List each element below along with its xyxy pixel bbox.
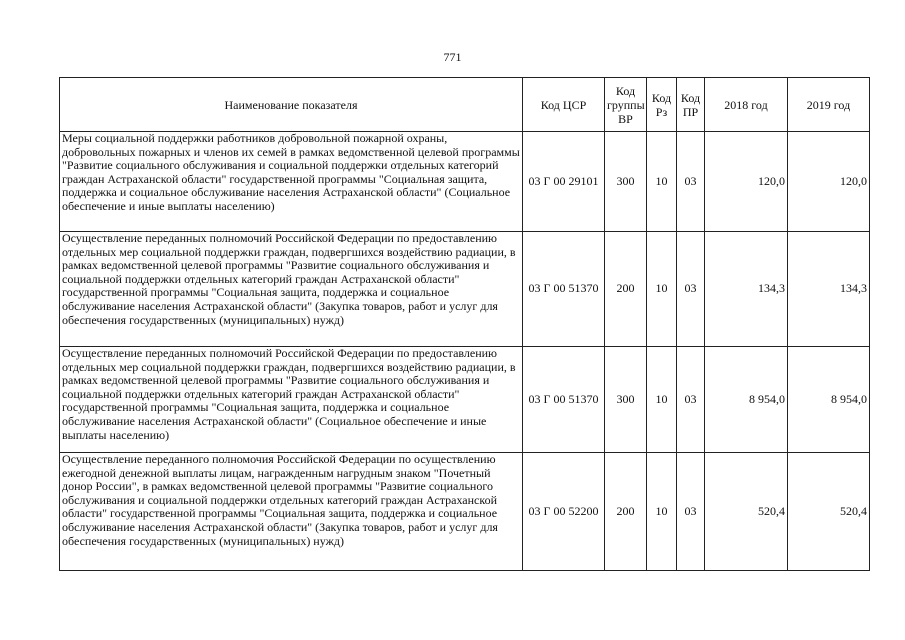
csr-code: 03 Г 00 29101 bbox=[523, 132, 605, 232]
header-csr-code: Код ЦСР bbox=[523, 78, 605, 132]
table-row bbox=[60, 453, 870, 571]
indicator-name: Осуществление переданного полномочия Российской Федерации по осуществлению ежегодной денежной выплаты лицам, награжденным нагрудным знаком "Почетный донор России", в рамках ведомственной целевой программы "Развитие социального обслуживания и социальной поддержки отдельных категорий граждан Астраханской области" государственной программы "Социальная защита, поддержка и социальное обслуживание населения Астраханской области" (Закупка товаров, работ и услуг для обеспечения государственных (муниципальных) нужд) bbox=[60, 453, 523, 571]
rz-code: 10 bbox=[647, 347, 677, 453]
amount-2019: 8 954,0 bbox=[788, 347, 870, 453]
indicator-name: Осуществление переданных полномочий Российской Федерации по предоставлению отдельных мер социальной поддержки граждан, подвергшихся воздействию радиации, в рамках ведомственной целевой программы "Развитие социального обслуживания и социальной поддержки отдельных категорий граждан Астраханской области" государственной программы "Социальная защита, поддержка и социальное обслуживание населения Астраханской области" (Закупка товаров, работ и услуг для обеспечения государственных (муниципальных) нужд) bbox=[60, 232, 523, 347]
header-vr-code: Код группы ВР bbox=[605, 78, 647, 132]
table-row bbox=[60, 232, 870, 347]
amount-2019: 134,3 bbox=[788, 232, 870, 347]
vr-code: 300 bbox=[605, 347, 647, 453]
pr-code: 03 bbox=[677, 347, 705, 453]
header-row bbox=[60, 78, 870, 132]
table-header bbox=[60, 78, 870, 132]
amount-2019: 520,4 bbox=[788, 453, 870, 571]
amount-2018: 134,3 bbox=[705, 232, 788, 347]
indicator-name: Меры социальной поддержки работников добровольной пожарной охраны, добровольных пожарных и членов их семей в рамках ведомственной целевой программы "Развитие социального обслуживания и социальной поддержки отдельных категорий граждан Астраханской области" государственной программы "Социальная защита, поддержка и социальное обслуживание населения Астраханской области" (Социальное обеспечение и иные выплаты населению) bbox=[60, 132, 523, 232]
pr-code: 03 bbox=[677, 132, 705, 232]
vr-code: 300 bbox=[605, 132, 647, 232]
pr-code: 03 bbox=[677, 453, 705, 571]
amount-2018: 8 954,0 bbox=[705, 347, 788, 453]
budget-table bbox=[59, 77, 870, 571]
pr-code: 03 bbox=[677, 232, 705, 347]
indicator-name: Осуществление переданных полномочий Российской Федерации по предоставлению отдельных мер социальной поддержки граждан, подвергшихся воздействию радиации, в рамках ведомственной целевой программы "Развитие социального обслуживания и социальной поддержки отдельных категорий граждан Астраханской области" государственной программы "Социальная защита, поддержка и социальное обслуживание населения Астраханской области" (Социальное обеспечение и иные выплаты населению) bbox=[60, 347, 523, 453]
table-row bbox=[60, 132, 870, 232]
rz-code: 10 bbox=[647, 453, 677, 571]
header-rz-code: Код Рз bbox=[647, 78, 677, 132]
amount-2019: 120,0 bbox=[788, 132, 870, 232]
rz-code: 10 bbox=[647, 232, 677, 347]
header-name: Наименование показателя bbox=[60, 78, 523, 132]
table-body bbox=[60, 132, 870, 571]
rz-code: 10 bbox=[647, 132, 677, 232]
vr-code: 200 bbox=[605, 453, 647, 571]
table-row bbox=[60, 347, 870, 453]
amount-2018: 520,4 bbox=[705, 453, 788, 571]
header-year-2019: 2019 год bbox=[788, 78, 870, 132]
header-pr-code: Код ПР bbox=[677, 78, 705, 132]
header-year-2018: 2018 год bbox=[705, 78, 788, 132]
csr-code: 03 Г 00 52200 bbox=[523, 453, 605, 571]
csr-code: 03 Г 00 51370 bbox=[523, 232, 605, 347]
csr-code: 03 Г 00 51370 bbox=[523, 347, 605, 453]
amount-2018: 120,0 bbox=[705, 132, 788, 232]
page-number: 771 bbox=[443, 50, 462, 64]
vr-code: 200 bbox=[605, 232, 647, 347]
